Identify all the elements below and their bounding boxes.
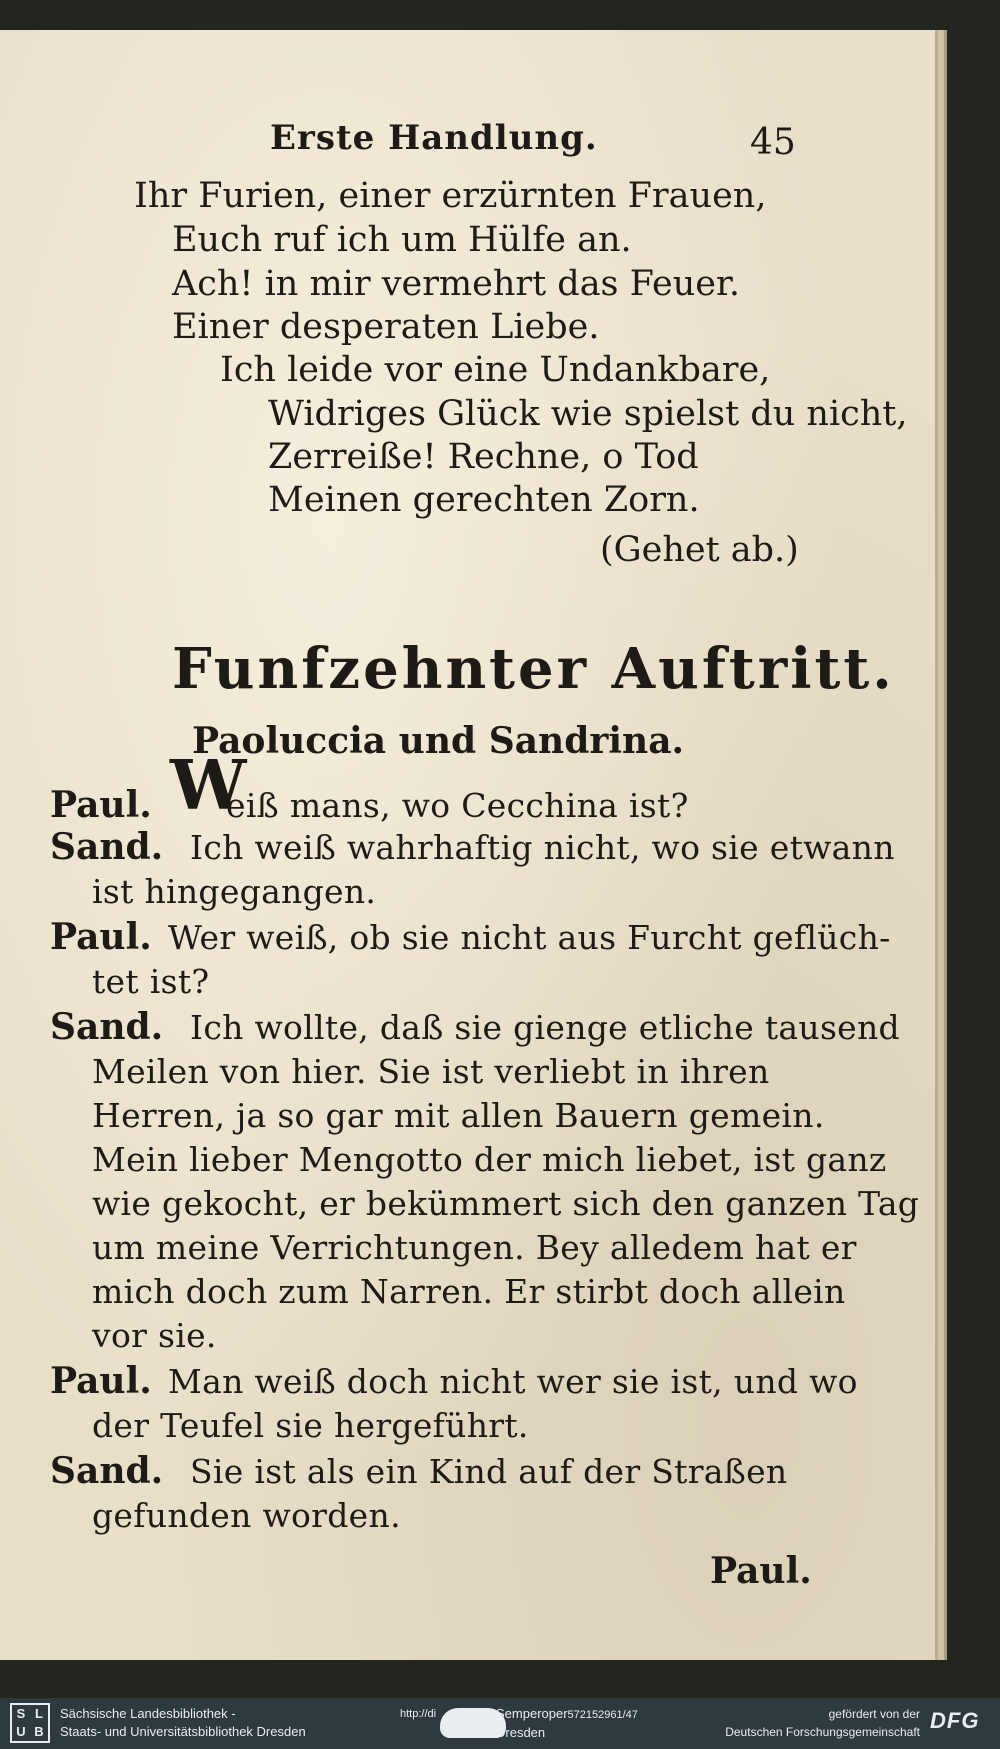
semperoper-label[interactable] — [496, 1705, 638, 1742]
dialogue-line: eiß mans, wo Cecchina ist? — [226, 786, 689, 825]
dialogue-line: Ich wollte, daß sie gienge etliche tausend — [190, 1008, 900, 1047]
permalink-prefix: http://di — [400, 1708, 437, 1720]
dialogue-line: Sie ist als ein Kind auf der Straßen — [190, 1452, 788, 1491]
semper-line: Dresden — [496, 1725, 546, 1740]
library-name[interactable] — [60, 1705, 306, 1741]
dialogue-line: ist hingegangen. — [92, 872, 377, 911]
funding-note — [708, 1705, 920, 1741]
verse-line: Widriges Glück wie spielst du nicht, — [268, 394, 908, 434]
funding-line: gefördert von der — [828, 1707, 920, 1721]
library-line: Staats- und Universitätsbibliothek Dresden — [60, 1724, 306, 1739]
logo-letter: L — [35, 1706, 43, 1721]
speaker-label: Paul. — [50, 916, 152, 958]
book-page — [0, 30, 938, 1660]
dialogue-line: um meine Verrichtungen. Bey alledem hat er — [92, 1228, 857, 1267]
library-line: Sächsische Landesbibliothek - — [60, 1706, 236, 1721]
dialogue-line: gefunden worden. — [92, 1496, 401, 1535]
scene-characters: Paoluccia und Sandrina. — [192, 720, 685, 762]
dialogue-line: wie gekocht, er bekümmert sich den ganzen Tag — [92, 1184, 920, 1223]
speaker-label: Paul. — [50, 1360, 152, 1402]
logo-letter: B — [34, 1724, 44, 1739]
verse-line: Ihr Furien, einer erzürnten Frauen, — [134, 176, 767, 216]
page-number: 45 — [750, 122, 796, 163]
verse-line: Ich leide vor eine Undankbare, — [220, 350, 771, 390]
catchword: Paul. — [710, 1550, 812, 1592]
running-title: Erste Handlung. — [270, 118, 598, 158]
dialogue-line: Herren, ja so gar mit allen Bauern gemein. — [92, 1096, 825, 1135]
decorated-initial: W — [170, 746, 247, 826]
dialogue-line: Wer weiß, ob sie nicht aus Furcht geflüch- — [168, 918, 891, 957]
dialogue-line: der Teufel sie hergeführt. — [92, 1406, 529, 1445]
verse-line: Ach! in mir vermehrt das Feuer. — [172, 264, 740, 304]
dfg-logo[interactable]: DFG — [930, 1708, 980, 1733]
dialogue-line: vor sie. — [92, 1316, 217, 1355]
speaker-label: Sand. — [50, 1450, 164, 1492]
verse-line: Euch ruf ich um Hülfe an. — [172, 220, 632, 260]
dialogue-line: Mein lieber Mengotto der mich liebet, ist ganz — [92, 1140, 887, 1179]
speaker-label: Sand. — [50, 826, 164, 868]
scene-title: Funfzehnter Auftritt. — [172, 636, 895, 702]
speaker-label: Paul. — [50, 784, 152, 826]
dialogue-line: Meilen von hier. Sie ist verliebt in ihren — [92, 1052, 770, 1091]
logo-letter: U — [16, 1724, 26, 1739]
speaker-label: Sand. — [50, 1006, 164, 1048]
dialogue-line: mich doch zum Narren. Er stirbt doch allein — [92, 1272, 846, 1311]
dialogue-line: Ich weiß wahrhaftig nicht, wo sie etwann — [190, 828, 895, 867]
semper-line: Semperoper — [496, 1706, 568, 1721]
footer-bar — [0, 1698, 1000, 1749]
permalink[interactable] — [400, 1705, 436, 1723]
slub-logo[interactable] — [10, 1703, 50, 1743]
verse-line: Meinen gerechten Zorn. — [268, 480, 700, 520]
logo-letter: S — [16, 1706, 26, 1721]
verse-line: Einer desperaten Liebe. — [172, 307, 600, 347]
funding-line: Deutschen Forschungsgemeinschaft — [725, 1725, 920, 1739]
stage-direction: (Gehet ab.) — [600, 530, 799, 570]
permalink-suffix: 572152961/47 — [567, 1709, 638, 1721]
dialogue-line: tet ist? — [92, 962, 210, 1001]
verse-line: Zerreiße! Rechne, o Tod — [268, 437, 699, 477]
dialogue-line: Man weiß doch nicht wer sie ist, und wo — [168, 1362, 858, 1401]
